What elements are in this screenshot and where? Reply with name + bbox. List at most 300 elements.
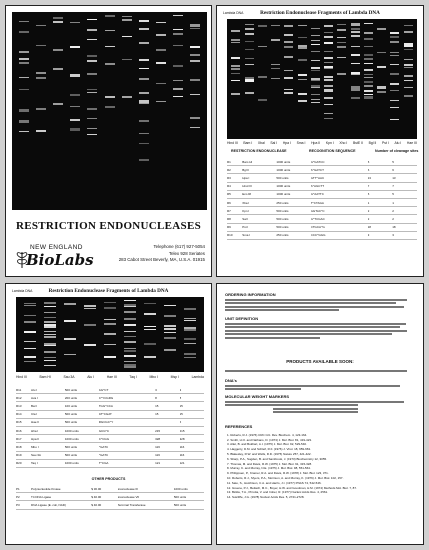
table-cell: 5 [367, 159, 370, 164]
gel-band [245, 24, 254, 26]
gel-band [245, 49, 254, 51]
table-row [227, 207, 417, 215]
table-cell: 500 units [64, 420, 78, 425]
gel-band [231, 57, 240, 59]
gel-lane-label: Hind III [227, 141, 238, 145]
gel-band [44, 321, 56, 323]
mw-markers-section [225, 394, 415, 415]
gel-band [284, 46, 293, 48]
gel-band [104, 323, 116, 325]
gel-band [337, 29, 346, 30]
table-cell: 1000 units [276, 192, 291, 197]
table-cell: 3 [155, 387, 157, 392]
table-cell: 500 units [64, 387, 78, 392]
gel-band [19, 51, 29, 53]
gel-band [144, 356, 156, 358]
table-cell: 3 [367, 233, 370, 238]
gel-band [324, 57, 333, 58]
logo-new-england: NEW ENGLAND [30, 244, 83, 251]
gel-band [44, 357, 56, 359]
gel-band [245, 64, 254, 65]
gel-lane-label: Sma I [296, 141, 306, 145]
gel-band [19, 109, 29, 111]
reference-item: 8. Murray, K. and Murray, N.E. (1975) J. Mol. Biol. 98, 551-564. [227, 466, 311, 471]
gel-band [190, 127, 200, 129]
gel-band [298, 74, 307, 76]
gel-band [258, 46, 267, 47]
gel-band [245, 58, 254, 59]
ordering-heading: ORDERING INFORMATION [225, 292, 276, 297]
gel-band [390, 36, 399, 38]
gel-lane [105, 12, 115, 210]
gel-band [231, 65, 240, 67]
gel-band [164, 328, 176, 330]
gel-band [164, 325, 176, 327]
table-row [16, 435, 204, 443]
table-cell: R17 [16, 436, 22, 441]
gel-band [44, 334, 56, 335]
gel-band [139, 20, 149, 22]
gel-band [44, 351, 56, 353]
gel-band [190, 79, 200, 81]
gel-band [104, 319, 116, 320]
gel-band [271, 25, 280, 26]
table-cell: R3 [227, 175, 231, 180]
gel-band [284, 77, 293, 78]
table-cell: 121 [155, 461, 161, 466]
gel-band [84, 324, 96, 326]
gel-band [364, 74, 373, 75]
gel-band [337, 57, 346, 58]
table-cell: 500 units [276, 175, 289, 180]
table-row [16, 501, 204, 509]
gel-band [24, 305, 36, 306]
gel-lane [70, 12, 80, 210]
gel-band [284, 34, 293, 36]
table-cell: Alu I [31, 387, 38, 392]
gel-lane-label: Taq I [129, 375, 137, 379]
reference-item: 9. Philippsen, P., Kramer, R.A. and Davis, R.W. (1978) J. Mol. Biol. 123, 371. [227, 471, 329, 476]
table-cell: R10 [227, 233, 233, 238]
gel-band [139, 159, 149, 161]
table-cell: Mbo I [31, 444, 39, 449]
gel-band [190, 94, 200, 95]
table-cell: 1000 units [173, 486, 188, 491]
table-cell: GTT^AAC [310, 175, 325, 180]
gel-band [87, 92, 97, 93]
gel-band [44, 312, 56, 313]
cover-title: RESTRICTION ENDONUCLEASES [15, 220, 202, 232]
table-row [227, 183, 417, 191]
gel-band [190, 46, 200, 48]
table-cell: Hpa II [31, 436, 40, 441]
gel-lane [164, 297, 176, 372]
gel-band [24, 331, 36, 333]
table-cell: 500 units [276, 208, 289, 213]
gel-band [404, 45, 413, 47]
gel-lane-label: Hpa I [282, 141, 291, 145]
gel-band [284, 25, 293, 27]
table-cell: GCG^C [98, 428, 110, 433]
gel-lane [124, 297, 136, 372]
cover-page [5, 5, 212, 277]
gel-band [24, 348, 36, 349]
gel-band [19, 77, 29, 78]
gel-band [36, 108, 46, 110]
reference-item: 7. Thomas, M. and Davis, R.W. (1975) J. Mol. Biol. 91, 315-328. [227, 461, 312, 466]
gel-band [364, 94, 373, 95]
table-cell: RGCGC^Y [98, 420, 114, 425]
gel-band [404, 67, 413, 68]
table-cell: 7 [367, 184, 370, 189]
table-cell: 6 [392, 167, 394, 172]
gel-band [311, 99, 320, 100]
gel-band [311, 28, 320, 30]
gel-band [44, 336, 56, 338]
gel-band [36, 45, 46, 46]
table-cell: 200 units [64, 395, 78, 400]
table-row [16, 493, 204, 501]
gel-band [324, 113, 333, 114]
gel-lane-labels [16, 375, 204, 379]
gel-band [337, 42, 346, 43]
table-cell: 116 [179, 444, 185, 449]
gel-band [64, 338, 76, 340]
gel-band [139, 59, 149, 61]
table-cell: Sal I [242, 216, 249, 221]
gel-band [231, 39, 240, 41]
gel-band [390, 73, 399, 75]
gel-band [284, 56, 293, 57]
gel-lane [53, 12, 63, 210]
table-cell: Hpa I [242, 175, 250, 180]
table-cell: R20 [16, 461, 22, 466]
gel-lane-labels [227, 141, 417, 145]
gel-band [190, 60, 200, 62]
gel-band [156, 34, 166, 36]
gel-band [36, 72, 46, 73]
table-cell: 328 [179, 436, 185, 441]
gel-band [364, 58, 373, 60]
gel-lane-label: Mbo I [149, 375, 158, 379]
gel-band [258, 25, 267, 27]
gel-band [84, 344, 96, 345]
gel-photo [16, 297, 204, 372]
gel-lane [104, 297, 116, 372]
table-cell: 215 [179, 428, 185, 433]
gel-band [324, 42, 333, 44]
gel-band [351, 88, 360, 90]
table-cell: 2 [392, 208, 394, 213]
gel-band [364, 96, 373, 98]
table-cell: Polynucleotide Kinase [31, 486, 61, 491]
gel-band [337, 24, 346, 25]
table-cell: 18 [392, 225, 396, 230]
gel-band [245, 41, 254, 42]
gel-band [139, 28, 149, 30]
gel-band [311, 87, 320, 88]
table-cell: R8 [227, 216, 231, 221]
table-cell: Ava I [31, 395, 38, 400]
gel-band [19, 31, 29, 33]
gel-band [164, 349, 176, 351]
ordering-section [225, 292, 415, 313]
ordering-info-page [216, 283, 424, 545]
gel-lane-label: Bam I [243, 141, 253, 145]
table-cell: A^GATCT [310, 167, 324, 172]
gel-band [105, 30, 115, 31]
gel-band [139, 103, 149, 104]
gel-band [164, 305, 176, 306]
gel-band [404, 49, 413, 50]
gel-band [84, 305, 96, 307]
reference-item: 10. Roberts, R.J., Myers, P.A., Morrison, A. and Murray, K. (1976) J. Mol. Biol. 102, 157. [227, 475, 344, 480]
gel-band [104, 307, 116, 309]
gel-band [139, 133, 149, 134]
gel-band [184, 343, 196, 344]
gel-band [139, 143, 149, 144]
table-cell: P1 [16, 486, 20, 491]
gel-band [337, 73, 346, 75]
gel-band [364, 23, 373, 24]
gel-lane [84, 297, 96, 372]
gel-lane-label: Hind III [16, 375, 27, 379]
gel-lane [122, 12, 132, 210]
gel-band [390, 100, 399, 101]
table-cell: 328 [155, 436, 161, 441]
gel-band [351, 23, 360, 25]
gel-band [298, 37, 307, 38]
gel-band [390, 52, 399, 54]
gel-band [173, 33, 183, 34]
gel-band [324, 62, 333, 63]
gel-band [19, 58, 29, 60]
gel-band [404, 75, 413, 77]
gel-band [231, 42, 240, 43]
gel-band [311, 44, 320, 45]
gel-band [390, 90, 399, 92]
table-cell: P2 [16, 494, 20, 499]
gel-band [124, 355, 136, 357]
gel-band [351, 46, 360, 47]
table-cell: AG^CT [98, 387, 109, 392]
gel-band [124, 336, 136, 337]
gel-band [124, 331, 136, 332]
table-cell: 13 [367, 175, 371, 180]
gel-band [298, 25, 307, 26]
table-cell: 5 [392, 192, 394, 197]
gel-lane-label: Bgl II [368, 141, 377, 145]
table-cell: Cla I [31, 412, 38, 417]
reference-item: 4. Haggerty, D.M. and Schleif, R.F. (1976) J. Virol. 18, 659-663. [227, 447, 311, 452]
gel-band [87, 60, 97, 62]
gel-lane-label: Alu I [394, 141, 402, 145]
table-cell: Bam HI [242, 159, 253, 164]
gel-band [53, 21, 63, 22]
gel-band [390, 83, 399, 85]
gel-band [19, 62, 29, 64]
gel-lane-label: Sau 3A [63, 375, 75, 379]
gel-band [390, 55, 399, 56]
table-cell: 100 units [64, 403, 78, 408]
table-cell: P3 [16, 502, 20, 507]
gel-band [104, 302, 116, 304]
gel-band [139, 78, 149, 80]
gel-band [164, 337, 176, 339]
gel-band [24, 356, 36, 358]
gel-band [139, 42, 149, 44]
gel-band [245, 92, 254, 94]
unit-definition-section [225, 316, 415, 340]
gel-band [70, 22, 80, 23]
gel-band [284, 41, 293, 43]
gel-band [404, 25, 413, 27]
table-cell: GGTAC^C [310, 208, 325, 213]
table-cell: 1000 units [64, 428, 79, 433]
table-cell: R2 [227, 167, 231, 172]
gel-band [184, 308, 196, 310]
gel-band [104, 344, 116, 345]
gel-lane [377, 19, 386, 139]
gel-band [351, 54, 360, 56]
dna-section [225, 378, 415, 392]
table-cell: 5 [367, 192, 370, 197]
table-row [227, 191, 417, 199]
enzyme-table [227, 158, 417, 240]
gel-lane-label: Hae III [406, 141, 417, 145]
gel-band [390, 32, 399, 34]
gel-band [124, 348, 136, 350]
gel-band [87, 19, 97, 20]
page-title: Restriction Endonuclease Fragments of Lambda DNA [260, 10, 380, 16]
gel-band [258, 76, 267, 78]
table-cell: Hind III [242, 184, 252, 189]
gel-lane-label: Bam HI [39, 375, 51, 379]
table-cell: G^TCGAC [310, 216, 325, 221]
gel-band [284, 92, 293, 94]
gel-lane [173, 12, 183, 210]
gel-band [124, 366, 136, 368]
table-cell: R14 [16, 412, 22, 417]
gel-band [231, 73, 240, 74]
gel-band [144, 303, 156, 304]
table-cell: $ 30.00 [91, 486, 102, 491]
table-cell: 8 [155, 395, 157, 400]
gel-band [44, 326, 56, 328]
gel-band [351, 31, 360, 33]
table-cell: G^AATTC [310, 192, 324, 197]
contact-block [95, 244, 205, 264]
gel-lane [36, 12, 46, 210]
gel-band [390, 64, 399, 66]
gel-lane [231, 19, 240, 139]
table-cell: 500 units [64, 412, 78, 417]
gel-band [173, 15, 183, 16]
gel-band [364, 32, 373, 34]
gel-band [164, 332, 176, 333]
reference-item: 3. Allet, B. and Bukhari, A.I. (1975) J. Mol. Biol. 92, 529-540. [227, 442, 307, 447]
gel-band [364, 54, 373, 56]
table-cell: 500 units [276, 216, 289, 221]
gel-band [324, 32, 333, 33]
gel-band [245, 79, 254, 81]
gel-band [173, 65, 183, 67]
gel-band [53, 49, 63, 51]
gel-band [364, 46, 373, 47]
gel-band [44, 345, 56, 346]
page-corner-label: Lambda DNA [12, 289, 33, 293]
page-title: Restriction Endonuclease Fragments of Lambda DNA [48, 288, 169, 294]
gel-band [364, 69, 373, 71]
table-cell: T^CGA [98, 461, 109, 466]
gel-band [377, 91, 386, 93]
gel-band [173, 45, 183, 46]
gel-band [144, 326, 156, 328]
gel-band [311, 60, 320, 61]
references-list [227, 432, 413, 500]
col-header-sites: Number of cleavage sites [375, 149, 419, 153]
gel-band [245, 33, 254, 35]
gel-band [84, 308, 96, 309]
table-cell: 2 [367, 216, 370, 221]
gel-band [351, 63, 360, 64]
gel-lane [245, 19, 254, 139]
table-row [227, 158, 417, 166]
table-cell: G^GATCC [310, 159, 325, 164]
table-cell: ^GATC [98, 453, 109, 458]
gel-band [24, 315, 36, 317]
gel-band [156, 49, 166, 51]
gel-band [298, 93, 307, 95]
gel-band [231, 68, 240, 70]
gel-band [104, 356, 116, 357]
col-header-sequence: RECOGNITION SEQUENCE [309, 149, 356, 153]
table-cell: 500 units [276, 225, 289, 230]
reference-item: 1. Roberts, R.J. (1976) CRC Crit. Rev. Biochem. 4, 123-164. [227, 432, 308, 437]
gel-lane [19, 12, 29, 210]
table-row [16, 419, 204, 427]
table-cell: 2 [367, 208, 370, 213]
table-row [227, 224, 417, 232]
gel-band [404, 87, 413, 88]
gel-lane [87, 12, 97, 210]
gel-band [298, 79, 307, 80]
table-cell: R15 [16, 420, 22, 425]
table-cell: R16 [16, 428, 22, 433]
gel-band [105, 15, 115, 17]
gel-lane-label: BstE II [352, 141, 363, 145]
gel-band [156, 22, 166, 23]
gel-lane [351, 19, 360, 139]
gel-band [184, 329, 196, 330]
cover-gel-photo [12, 12, 207, 210]
gel-band [36, 25, 46, 27]
table-cell: 116 [179, 453, 185, 458]
table-cell: 116 [155, 453, 160, 458]
col-header-enzyme: RESTRICTION ENDONUCLEASE [231, 149, 287, 153]
table-row [227, 174, 417, 182]
reference-item: 11. Sato, S., Hutchison, C.A. and Harris, J.I. (1977) PNAS 74, 542-546. [227, 480, 322, 485]
table-cell: 15 [179, 403, 183, 408]
table-cell: 1000 units [276, 159, 291, 164]
gel-band [44, 302, 56, 303]
reference-item: 2. Smith, H.O. and Nathans, D. (1973) J. Mol. Biol. 81, 419-423. [227, 437, 312, 442]
gel-band [351, 97, 360, 99]
gel-band [184, 338, 196, 339]
table-cell: 1000 units [276, 167, 291, 172]
gel-band [324, 51, 333, 52]
gel-band [53, 103, 63, 105]
